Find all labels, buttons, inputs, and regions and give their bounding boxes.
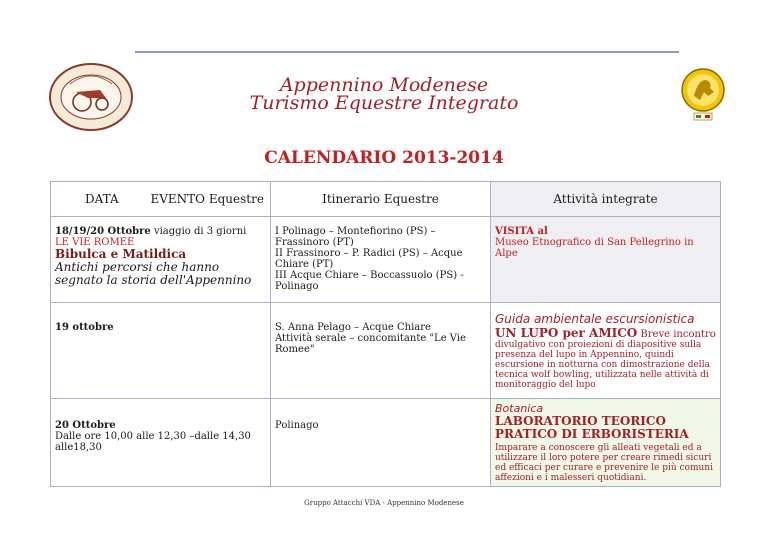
row3-time: Dalle ore 10,00 alle 12,30 –dalle 14,30 alle18,30 bbox=[55, 431, 251, 453]
row1-date-suffix: viaggio di 3 giorni bbox=[150, 226, 247, 237]
header-data: DATA bbox=[85, 191, 119, 206]
header-evento: EVENTO Equestre bbox=[150, 191, 264, 206]
row1-itinerary-1: I Polinago – Montefiorino (PS) –Frassinoro (PT) bbox=[275, 226, 436, 248]
row3-itinerary-cell bbox=[271, 399, 491, 487]
row2-activity-cell bbox=[491, 303, 721, 399]
header-data-evento bbox=[51, 182, 271, 217]
top-divider-line bbox=[135, 51, 679, 53]
header-attivita: Attività integrate bbox=[491, 182, 721, 217]
table-row bbox=[51, 217, 721, 303]
row2-activity-desc: divulgativo con proiezioni di diapositive sulla presenza del lupo in Appennino, quindi escursione in notturna con dimostrazione della tecnica wolf bowling, utilizzata nelle attività di monitoraggio del lupo bbox=[495, 340, 710, 390]
page-title: Appennino Modenese bbox=[279, 74, 489, 96]
table-row bbox=[51, 303, 721, 399]
table-header-row bbox=[51, 182, 721, 217]
row1-date-cell bbox=[51, 217, 271, 303]
row3-activity-desc: Imparare a conoscere gli alleati vegetali ed a utilizzare il loro potere per creare rimedi sicuri ed efficaci per curare e prevenire le più comuni affezioni e i malesseri quotidiani. bbox=[495, 443, 713, 483]
row1-subtitle: Bibulca e Matildica bbox=[55, 247, 187, 261]
row1-itinerary-3: III Acque Chiare – Boccassuolo (PS) - Polinago bbox=[275, 270, 464, 292]
row1-itinerary-2: II Frassinoro – P. Radici (PS) – Acque Chiare (PT) bbox=[275, 248, 463, 270]
calendar-table bbox=[50, 181, 721, 487]
row1-desc: Antichi percorsi che hanno segnato la storia dell'Appennino bbox=[55, 260, 252, 287]
row2-itinerary-1: S. Anna Pelago – Acque Chiare bbox=[275, 322, 431, 333]
row1-activity-cell bbox=[491, 217, 721, 303]
row2-activity-script: Guida ambientale escursionistica bbox=[495, 312, 695, 326]
row3-activity-title: LABORATORIO TEORICO PRATICO DI ERBORISTERIA bbox=[495, 414, 689, 441]
header-itinerario: Itinerario Equestre bbox=[271, 182, 491, 217]
row1-date: 18/19/20 Ottobre bbox=[55, 226, 151, 237]
calendar-heading: CALENDARIO 2013-2014 bbox=[264, 148, 504, 168]
row2-activity-title: UN LUPO per AMICO bbox=[495, 326, 638, 340]
page-subtitle: Turismo Equestre Integrato bbox=[249, 92, 519, 114]
row3-date: 20 Ottobre bbox=[55, 420, 116, 431]
row2-date: 19 ottobre bbox=[55, 322, 114, 333]
row2-date-cell bbox=[51, 303, 271, 399]
row3-date-cell bbox=[51, 399, 271, 487]
row2-activity-title-suffix: Breve incontro bbox=[637, 329, 716, 340]
row2-itinerary-cell bbox=[271, 303, 491, 399]
row1-activity-title: VISITA al bbox=[495, 226, 548, 237]
row3-activity-cell bbox=[491, 399, 721, 487]
row3-activity-script: Botanica bbox=[495, 402, 544, 415]
footer-text: Gruppo Attacchi VDA - Appennino Modenese bbox=[304, 499, 464, 507]
row2-itinerary-2: Attività serale – concomitante "Le Vie Romee" bbox=[275, 333, 466, 355]
row1-event: LE VIE ROMEE bbox=[55, 237, 135, 248]
row1-itinerary-cell bbox=[271, 217, 491, 303]
table-row bbox=[51, 399, 721, 487]
row3-itinerary: Polinago bbox=[275, 420, 319, 431]
row1-activity-desc: Museo Etnografico di San Pellegrino in Alpe bbox=[495, 237, 694, 259]
